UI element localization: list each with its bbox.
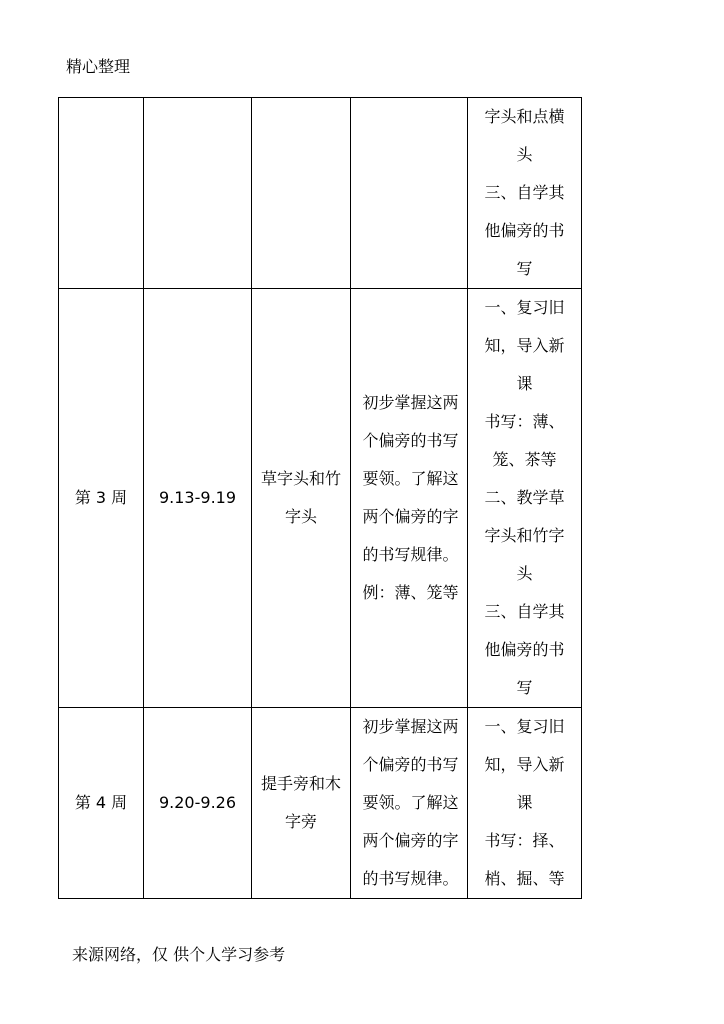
topic-line: 字旁 [284, 812, 317, 831]
steps-line: 知，导入新 [484, 755, 565, 774]
steps-line: 知，导入新 [484, 336, 565, 355]
topic-cell [252, 98, 351, 289]
steps-cell [468, 708, 582, 899]
steps-line: 课 [516, 793, 533, 812]
steps-line: 书写：薄、 [484, 412, 565, 431]
steps-line: 他偏旁的书 [484, 640, 565, 659]
goal-line: 要领。了解这 [362, 793, 459, 812]
steps-line: 他偏旁的书 [484, 221, 565, 240]
week-cell: 第 3 周 [59, 289, 144, 708]
dates-cell: 9.13-9.19 [144, 289, 252, 708]
teaching-plan-table [58, 97, 582, 899]
goal-line: 初步掌握这两 [362, 717, 459, 736]
steps-line: 梢、掘、等 [484, 869, 565, 888]
steps-line: 三、自学其 [484, 602, 565, 621]
steps-line: 写 [516, 678, 533, 697]
goal-line: 两个偏旁的字 [362, 507, 459, 526]
topic-line: 草字头和竹 [260, 469, 341, 488]
goal-line: 个偏旁的书写 [362, 755, 459, 774]
steps-line: 头 [516, 145, 533, 164]
steps-cell [468, 98, 582, 289]
page-header: 精心整理 [66, 57, 131, 76]
steps-line: 笼、茶等 [492, 450, 557, 469]
steps-line: 字头和点横 [484, 107, 565, 126]
goal-cell [351, 289, 468, 708]
goal-line: 的书写规律。 [362, 869, 459, 888]
goal-cell [351, 98, 468, 289]
dates-cell [144, 98, 252, 289]
dates-cell: 9.20-9.26 [144, 708, 252, 899]
steps-cell [468, 289, 582, 708]
page-footer: 来源网络，仅 供个人学习参考 [72, 945, 286, 964]
goal-line: 个偏旁的书写 [362, 431, 459, 450]
steps-line: 二、教学草 [484, 488, 565, 507]
goal-line: 要领。了解这 [362, 469, 459, 488]
week-cell [59, 98, 144, 289]
steps-line: 课 [516, 374, 533, 393]
steps-line: 书写：择、 [484, 831, 565, 850]
topic-line: 字头 [284, 507, 317, 526]
goal-cell [351, 708, 468, 899]
steps-line: 一、复习旧 [484, 717, 565, 736]
goal-line: 两个偏旁的字 [362, 831, 459, 850]
topic-line: 提手旁和木 [260, 774, 341, 793]
steps-line: 字头和竹字 [484, 526, 565, 545]
topic-cell [252, 708, 351, 899]
steps-line: 写 [516, 259, 533, 278]
goal-line: 初步掌握这两 [362, 393, 459, 412]
steps-line: 三、自学其 [484, 183, 565, 202]
table-row [59, 708, 582, 899]
table-row [59, 289, 582, 708]
steps-line: 一、复习旧 [484, 298, 565, 317]
goal-line: 的书写规律。 [362, 545, 459, 564]
steps-line: 头 [516, 564, 533, 583]
goal-line: 例：薄、笼等 [362, 583, 459, 602]
topic-cell [252, 289, 351, 708]
table-row [59, 98, 582, 289]
week-cell: 第 4 周 [59, 708, 144, 899]
